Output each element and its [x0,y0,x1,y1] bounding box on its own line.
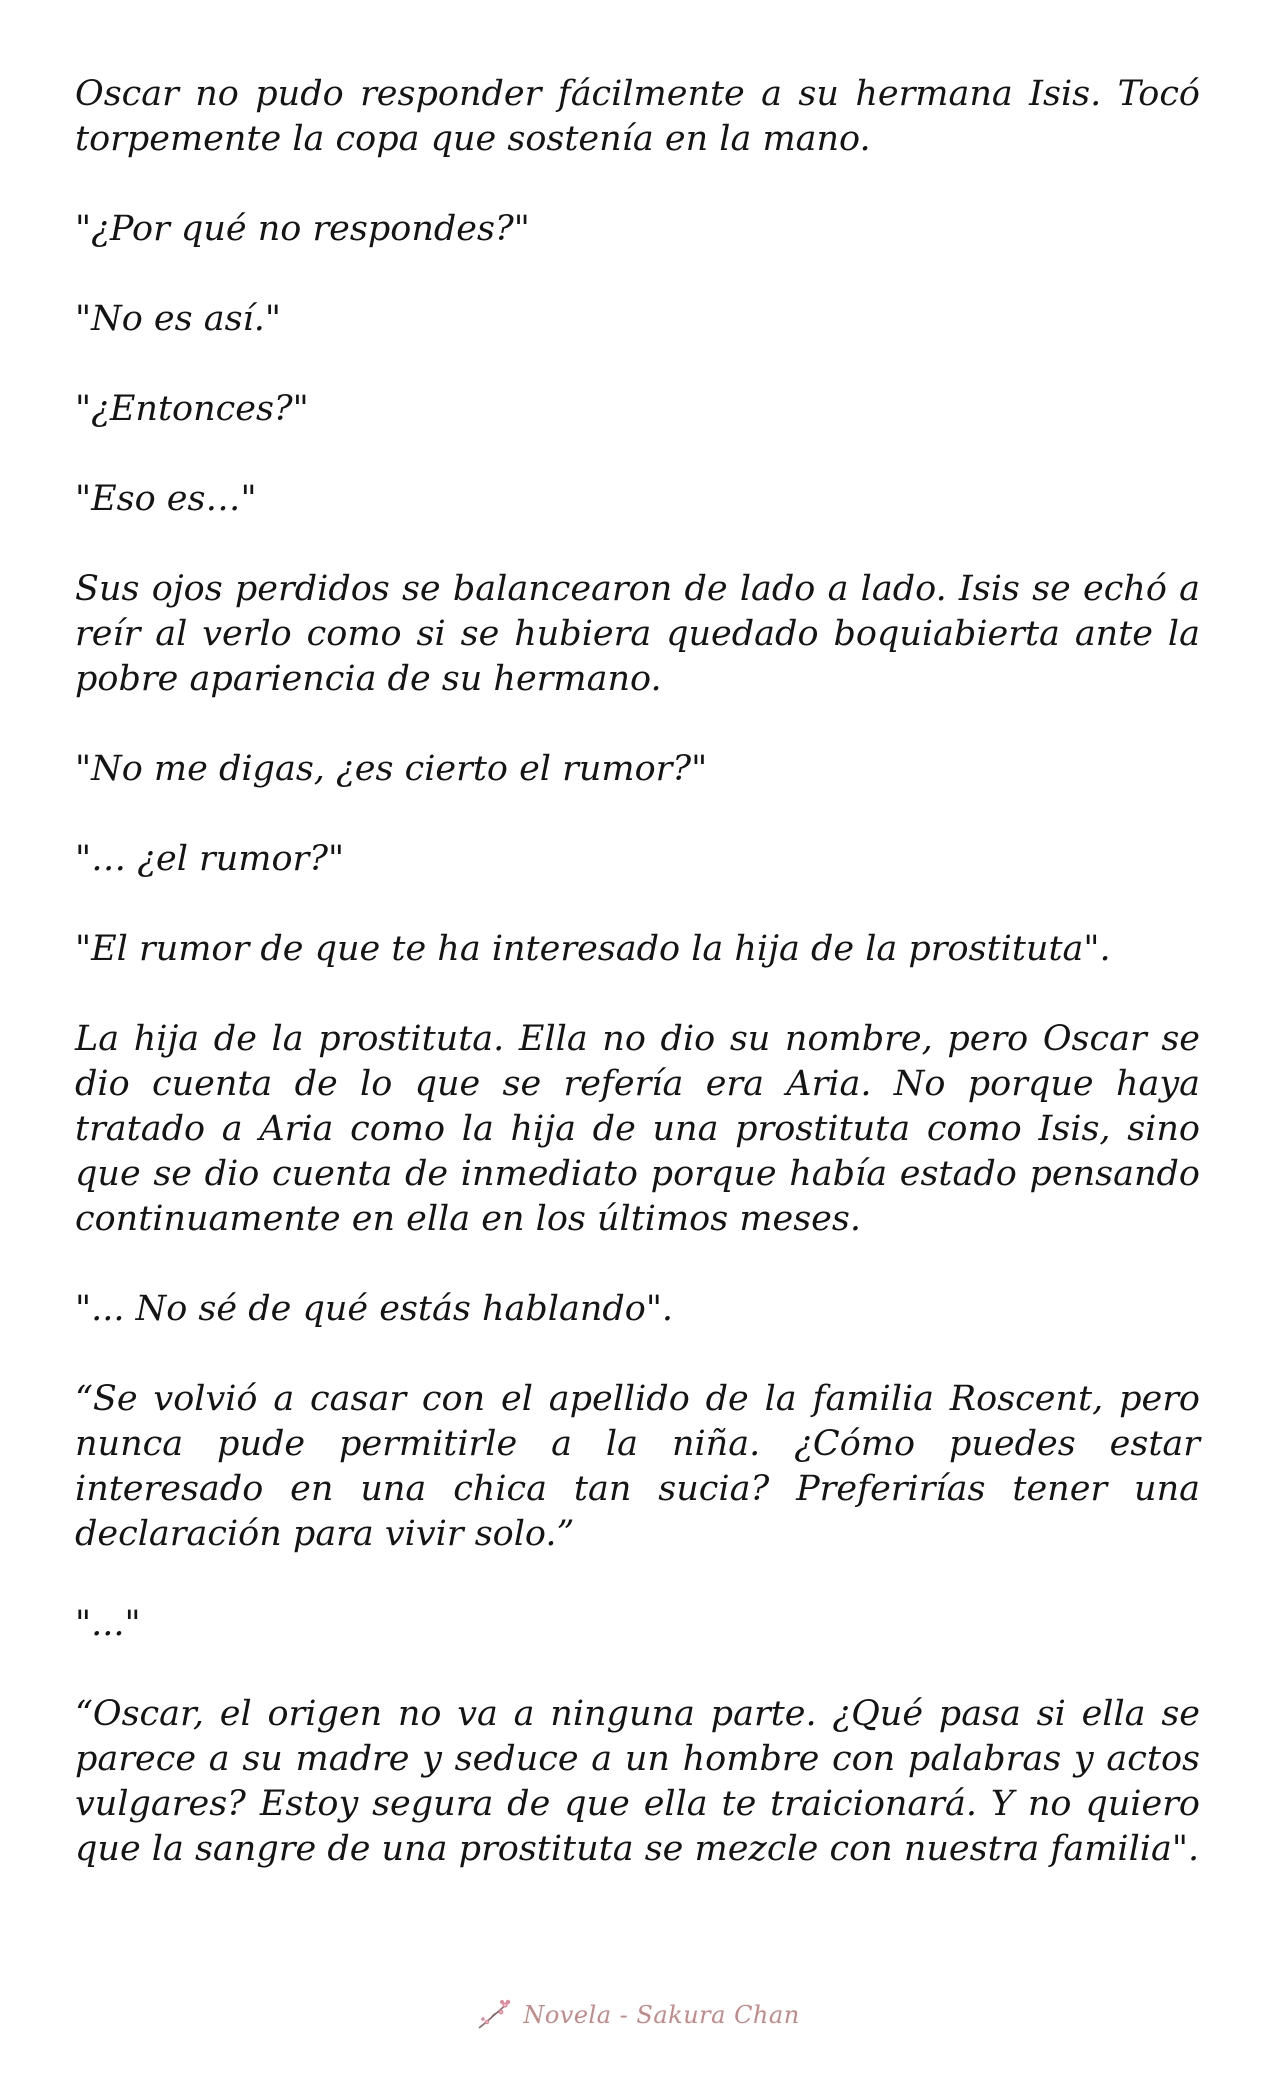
document-body [75,72,1200,1872]
paragraph-7: "No me digas, ¿es cierto el rumor?" [75,749,708,789]
paragraph-12: “Se volvió a casar con el apellido de la familia Roscent, pero nunca pude permitirle a la niña. ¿Cómo puedes estar interesado en una chica tan sucia? Preferirías tener una declaración para vivir solo.” [75,1379,1200,1554]
paragraph-1: Oscar no pudo responder fácilmente a su hermana Isis. Tocó torpemente la copa que sostenía en la mano. [75,74,1200,159]
watermark [0,1990,1275,2040]
watermark-text: Novela - Sakura Chan [523,2001,800,2029]
paragraph-3: "No es así." [75,299,281,339]
paragraph-6: Sus ojos perdidos se balancearon de lado a lado. Isis se echó a reír al verlo como si se hubiera quedado boquiabierta ante la pobre apariencia de su hermano. [75,569,1200,699]
paragraph-13: "..." [75,1604,141,1644]
paragraph-10: La hija de la prostituta. Ella no dio su nombre, pero Oscar se dio cuenta de lo que se refería era Aria. No porque haya tratado a Aria como la hija de una prostituta como Isis, sino que se dio cuenta de inmediato porque había estado pensando continuamente en ella en los últimos meses. [75,1019,1200,1239]
sakura-branch-icon [475,1998,513,2032]
paragraph-9: "El rumor de que te ha interesado la hija de la prostituta". [75,929,1111,969]
paragraph-2: "¿Por qué no respondes?" [75,209,530,249]
paragraph-8: "… ¿el rumor?" [75,839,345,879]
paragraph-14: “Oscar, el origen no va a ninguna parte. ¿Qué pasa si ella se parece a su madre y seduce a un hombre con palabras y actos vulgares? Estoy segura de que ella te traicionará. Y no quiero que la sangre de una prostituta se mezcle con nuestra familia". [75,1694,1200,1869]
paragraph-5: "Eso es…" [75,479,257,519]
paragraph-4: "¿Entonces?" [75,389,309,429]
paragraph-11: "... No sé de qué estás hablando". [75,1289,674,1329]
